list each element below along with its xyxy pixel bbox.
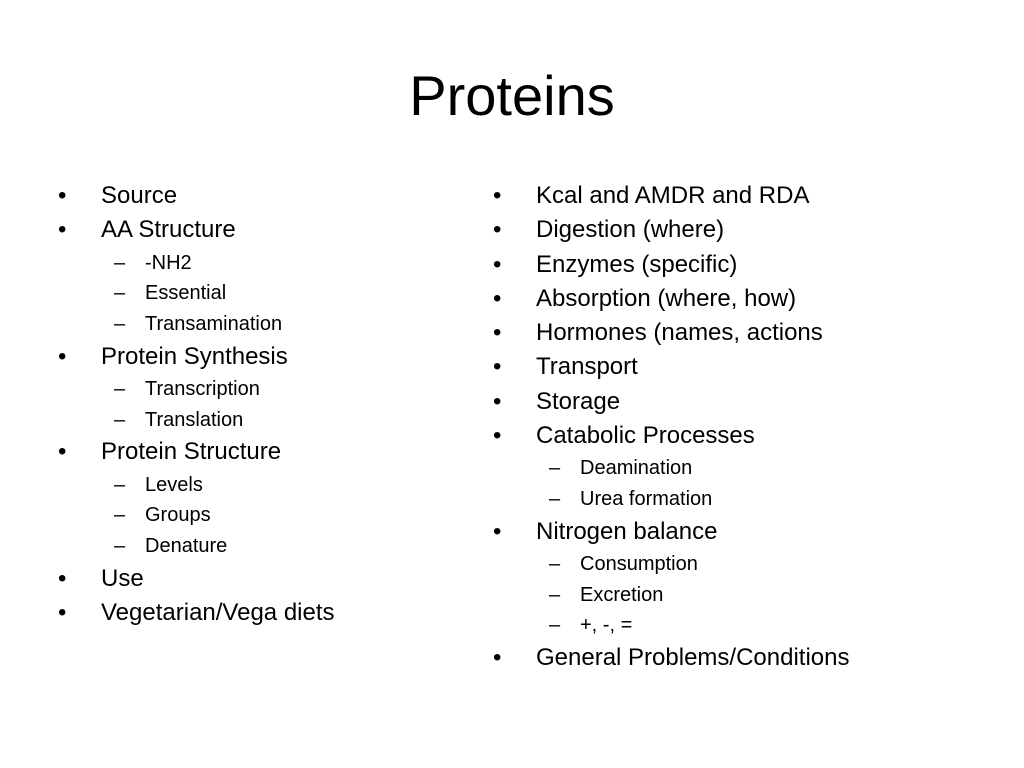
bullet-text: Protein Synthesis [101,342,288,370]
dash-marker: – [114,408,126,431]
bullet-marker: • [58,216,67,244]
dash-marker: – [549,614,561,637]
dash-marker: – [549,553,561,576]
bullet-marker: • [493,182,502,209]
sub-bullet-text: -NH2 [145,251,192,274]
sub-bullet-item [493,580,993,611]
dash-marker: – [549,583,561,606]
bullet-item [58,340,478,436]
sub-bullet-item [493,610,993,641]
bullet-item [58,435,478,561]
sub-bullet-text: Consumption [580,553,698,576]
dash-marker: – [114,473,126,496]
bullet-marker: • [58,182,67,209]
sub-bullet-item [58,309,478,340]
sub-bullet-text: Groups [145,504,211,527]
sub-bullet-item [493,549,993,580]
bullet-marker: • [493,644,502,672]
bullet-text: Vegetarian/Vega diets [101,599,335,627]
sub-bullet-item [58,248,478,279]
dash-marker: – [114,378,126,400]
dash-marker: – [114,251,126,274]
sub-bullet-item [58,500,478,531]
bullet-marker: • [493,422,502,450]
sub-bullet-text: Translation [145,408,244,431]
bullet-text: Storage [536,387,621,415]
bullet-item [493,282,993,316]
bullet-text: Enzymes (specific) [536,250,738,278]
bullet-text: Protein Structure [101,438,282,466]
bullet-text: Transport [536,353,638,381]
bullet-text: Absorption (where, how) [536,284,797,312]
bullet-item [493,248,993,282]
bullet-text: Use [101,564,144,592]
bullet-item [58,562,478,596]
dash-marker: – [114,313,126,335]
sub-bullet-text: Essential [145,282,227,305]
bullet-text: General Problems/Conditions [536,644,850,672]
right-bullet-list [493,179,993,675]
sub-bullet-item [493,484,993,515]
bullet-item [58,596,478,630]
bullet-item [493,385,993,419]
left-bullet-list [58,179,478,630]
bullet-item [493,179,993,213]
sub-bullet-list [493,549,993,641]
sub-bullet-item [493,453,993,484]
bullet-marker: • [58,342,67,370]
bullet-marker: • [493,517,502,545]
bullet-text: Source [101,182,178,209]
sub-bullet-text: Deamination [580,457,693,480]
bullet-text: Catabolic Processes [536,422,755,450]
sub-bullet-list [493,453,993,514]
sub-bullet-text: Excretion [580,583,664,606]
bullet-marker: • [493,387,502,415]
bullet-text: Hormones (names, actions [536,319,823,347]
sub-bullet-list [58,470,478,562]
bullet-marker: • [493,216,502,244]
bullet-text: Kcal and AMDR and RDA [536,182,810,209]
sub-bullet-item [58,374,478,405]
bullet-item [493,515,993,641]
sub-bullet-item [58,470,478,501]
slide-title: Proteins [409,64,615,127]
bullet-marker: • [58,438,67,466]
sub-bullet-item [58,531,478,562]
bullet-marker: • [493,284,502,312]
bullet-marker: • [493,319,502,347]
dash-marker: – [114,535,126,558]
bullet-marker: • [493,250,502,278]
bullet-text: Nitrogen balance [536,517,718,545]
sub-bullet-text: +, -, = [580,614,633,637]
bullet-item [58,179,478,213]
bullet-item [493,213,993,247]
dash-marker: – [114,504,126,527]
sub-bullet-item [58,405,478,436]
bullet-text: Digestion (where) [536,216,725,244]
sub-bullet-text: Levels [145,473,203,496]
dash-marker: – [549,488,561,511]
bullet-item [493,350,993,384]
sub-bullet-list [58,374,478,435]
bullet-text: AA Structure [101,216,236,244]
bullet-marker: • [493,353,502,381]
sub-bullet-list [58,248,478,340]
bullet-item [58,213,478,339]
dash-marker: – [549,457,561,480]
bullet-item [493,641,993,675]
sub-bullet-text: Transcription [145,378,260,400]
bullet-item [493,419,993,515]
dash-marker: – [114,282,126,305]
sub-bullet-text: Urea formation [580,488,713,511]
bullet-marker: • [58,564,67,592]
sub-bullet-item [58,278,478,309]
bullet-item [493,316,993,350]
sub-bullet-text: Transamination [145,313,283,335]
bullet-marker: • [58,599,67,627]
sub-bullet-text: Denature [145,535,228,558]
